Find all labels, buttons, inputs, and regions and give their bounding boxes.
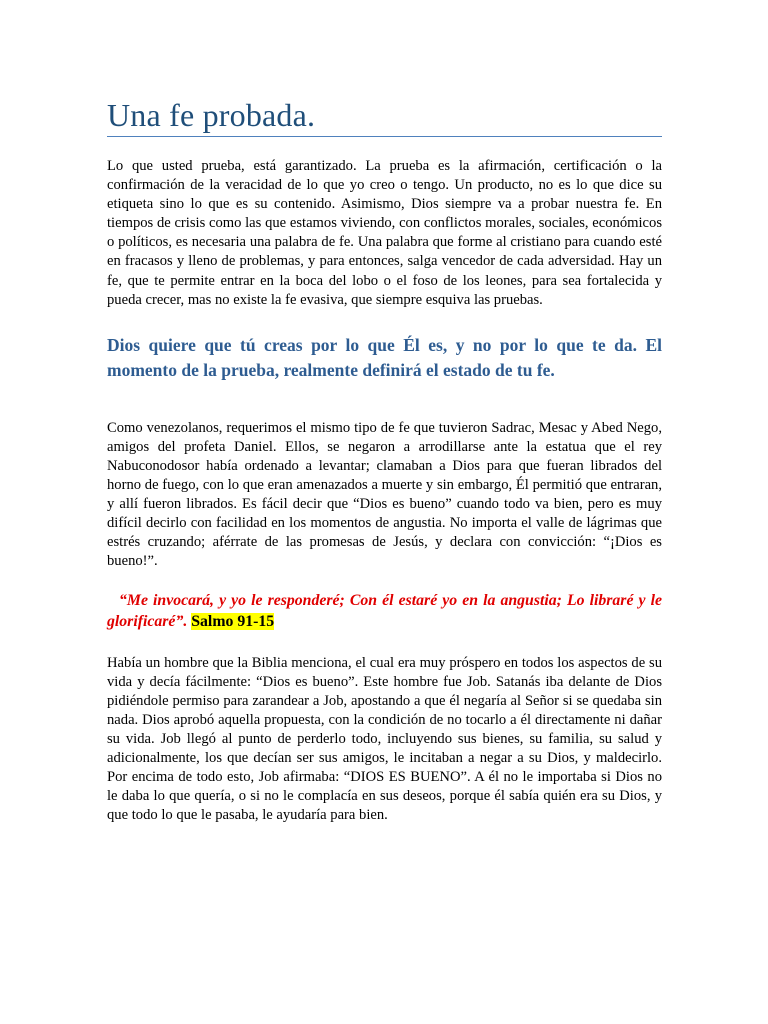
scripture-quote-text: “Me invocará, y yo le responderé; Con él estaré yo en la angustia; Lo libraré y le glorificaré”. <box>107 591 662 630</box>
emphasis-statement: Dios quiere que tú creas por lo que Él es, y no por lo que te da. El momento de la prueba, realmente definirá el estado de tu fe. <box>107 334 662 380</box>
document-page <box>107 0 662 825</box>
venezuelan-faith-paragraph: Como venezolanos, requerimos el mismo tipo de fe que tuvieron Sadrac, Mesac y Abed Nego, amigos del profeta Daniel. Ellos, se negaron a arrodillarse ante la estatua que el rey Nabuconodosor había ordenado a levantar; clamaban a Dios para que fueran librados del horno de fuego, con lo que eran amenazados a muerte y sin embargo, Él permitió que entraran, y allí fueron librados. Es fácil decir que “Dios es bueno” cuando todo va bien, pero es muy difícil decirlo con facilidad en los momentos de angustia. No importa el valle de lágrimas que estrés cruzando; aférrate de las promesas de Jesús, y declara con convicción: “¡Dios es bueno!”. <box>107 419 662 570</box>
scripture-reference-highlight: Salmo 91-15 <box>191 612 275 630</box>
scripture-quote <box>107 590 662 632</box>
title-underline-divider <box>107 136 662 137</box>
intro-paragraph: Lo que usted prueba, está garantizado. La prueba es la afirmación, certificación o la confirmación de la veracidad de lo que yo creo o tengo. Un producto, no es lo que dice su etiqueta sino lo que es su contenido. Asimismo, Dios siempre va a probar nuestra fe. En tiempos de crisis como las que estamos viviendo, con conflictos morales, sociales, económicos o políticos, es necesaria una palabra de fe. Una palabra que forme al cristiano para cuando esté en fracasos y lleno de problemas, y para entonces, salga vencedor de cada adversidad. Hay un fe, que te permite entrar en la boca del lobo o el foso de los leones, para sea fortalecida y pueda crecer, mas no existe la fe evasiva, que siempre esquiva las pruebas. <box>107 158 662 308</box>
document-title: Una fe probada. <box>107 97 316 133</box>
job-story-paragraph: Había un hombre que la Biblia menciona, el cual era muy próspero en todos los aspectos de su vida y decía fácilmente: “Dios es bueno”. Este hombre fue Job. Satanás iba delante de Dios pidiéndole permiso para zarandear a Job, apostando a que él negaría al Señor si se quedaba sin nada. Dios aprobó aquella propuesta, con la condición de no tocarlo a él directamente ni dañar su vida. Job llegó al punto de perderlo todo, incluyendo sus bienes, su familia, su salud y adicionalmente, los que decían ser sus amigos, le incitaban a negar a su Dios, y maldecirlo. Por encima de todo esto, Job afirmaba: “DIOS ES BUENO”. A él no le importaba si Dios no le daba lo que quería, o si no le complacía en sus deseos, porque él sabía quién era su Dios, y que todo lo que le pasaba, le ayudaría para bien. <box>107 654 662 824</box>
